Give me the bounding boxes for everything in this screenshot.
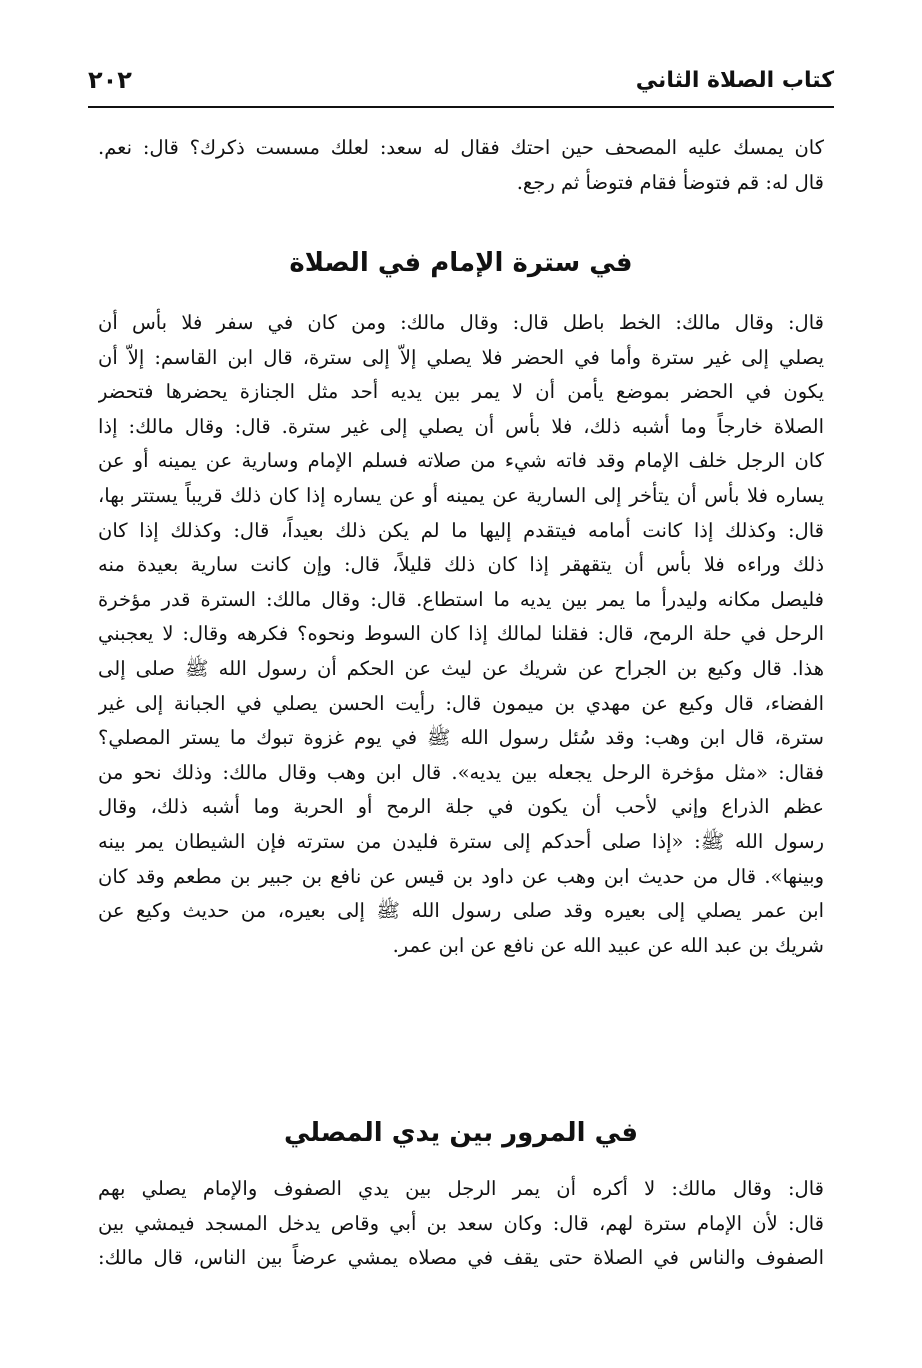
section2-paragraph [98,1172,824,1276]
text-line: ذلك وراءه فلا بأس أن يتقهقر إذا كان ذلك قليلاً، قال: وإن كانت سارية بعيدة منه [98,553,824,577]
text-line: يصلي إلى غير سترة وأما في الحضر فلا يصلي إلاّ إلى سترة، قال ابن القاسم: إلاّ أن [98,345,824,369]
text-line: يكون في الحضر بموضع يأمن أن لا يمر بين يديه أحد مثل الجنازة يحضرها فتحضر [98,380,824,404]
text-line: قال: وقال مالك: لا أكره أن يمر الرجل بين يدي الصفوف والإمام يصلي بهم [98,1177,824,1200]
header-rule [88,106,834,108]
text-line: قال: لأن الإمام سترة لهم، قال: وكان سعد بن أبي وقاص يدخل المسجد فيمشي بين [98,1211,824,1235]
text-line: قال: وقال مالك: الخط باطل قال: وقال مالك: ومن كان في سفر فلا بأس أن [98,311,824,334]
text-line: الصلاة خارجاً وما أشبه ذلك، فلا بأس أن يصلي إلى غير سترة. قال: وقال مالك: إذا [98,414,824,438]
text-line: ابن عمر يصلي إلى بعيره وقد صلى رسول الله ﷺ إلى بعيره، من حديث وكيع عن [98,899,824,923]
section-heading-imam-sutra: في سترة الإمام في الصلاة [289,248,633,278]
book-title: كتاب الصلاة الثاني [635,68,834,93]
text-line: الفضاء، قال وكيع عن مهدي بن ميمون قال: رأيت الحسن يصلي في الجبانة إلى غير [98,691,824,715]
intro-paragraph [98,131,824,200]
text-line: رسول الله ﷺ: «إذا صلى أحدكم إلى سترة فليدن من سترته فإن الشيطان يمر بينه [98,829,824,853]
text-line: شريك بن عبد الله عن عبيد الله عن نافع عن ابن عمر. [392,933,824,957]
text-line: كان الرجل خلف الإمام وقد فاته شيء من صلاته فسلم الإمام وسارية عن يمينه أو عن [98,449,824,473]
text-line: فليصل مكانه وليدرأ ما يمر بين يديه ما استطاع. قال: وقال مالك: السترة قدر مؤخرة [98,587,824,611]
text-line: هذا. قال وكيع بن الجراح عن شريك عن ليث عن الحكم أن رسول الله ﷺ صلى إلى [98,656,824,680]
text-line: الرحل في حلة الرمح، قال: فقلنا لمالك إذا كان السوط ونحوه؟ فكرهه وقال: لا يعجبني [98,622,824,646]
section1-paragraph [98,306,824,963]
text-line: سترة، قال ابن وهب: وقد سُئل رسول الله ﷺ في يوم غزوة تبوك ما يستر المصلي؟ [98,726,824,750]
running-head [88,62,834,104]
text-line: عظم الذراع وإني لأحب أن يكون في جلة الرمح أو الحربة وما أشبه ذلك، وقال [98,795,824,819]
text-line: وبينها». قال من حديث ابن وهب عن داود بن قيس عن نافع بن جبير بن مطعم وقد كان [98,864,824,888]
section-heading-passing-in-front: في المرور بين يدي المصلي [284,1118,638,1148]
text-line: فقال: «مثل مؤخرة الرحل يجعله بين يديه». قال ابن وهب وقال مالك: وذلك نحو من [98,760,824,784]
text-line: قال له: قم فتوضأ فقام فتوضأ ثم رجع. [516,170,824,194]
text-line: قال: وكذلك إذا كانت أمامه فيتقدم إليها ما لم يكن ذلك بعيداً، قال: وكذلك إذا كان [98,518,824,542]
text-line: الصفوف والناس في الصلاة حتى يقف في مصلاه يمشي عرضاً بين الناس، قال مالك: [98,1246,824,1270]
page-number: ٢٠٢ [88,66,132,94]
text-line: كان يمسك عليه المصحف حين احتك فقال له سعد: لعلك مسست ذكرك؟ قال: نعم. [98,136,824,159]
text-line: يساره فلا بأس أن يتأخر إلى السارية عن يمينه أو عن يساره إذا كان ذلك قريباً يستتر بها، [98,483,824,507]
